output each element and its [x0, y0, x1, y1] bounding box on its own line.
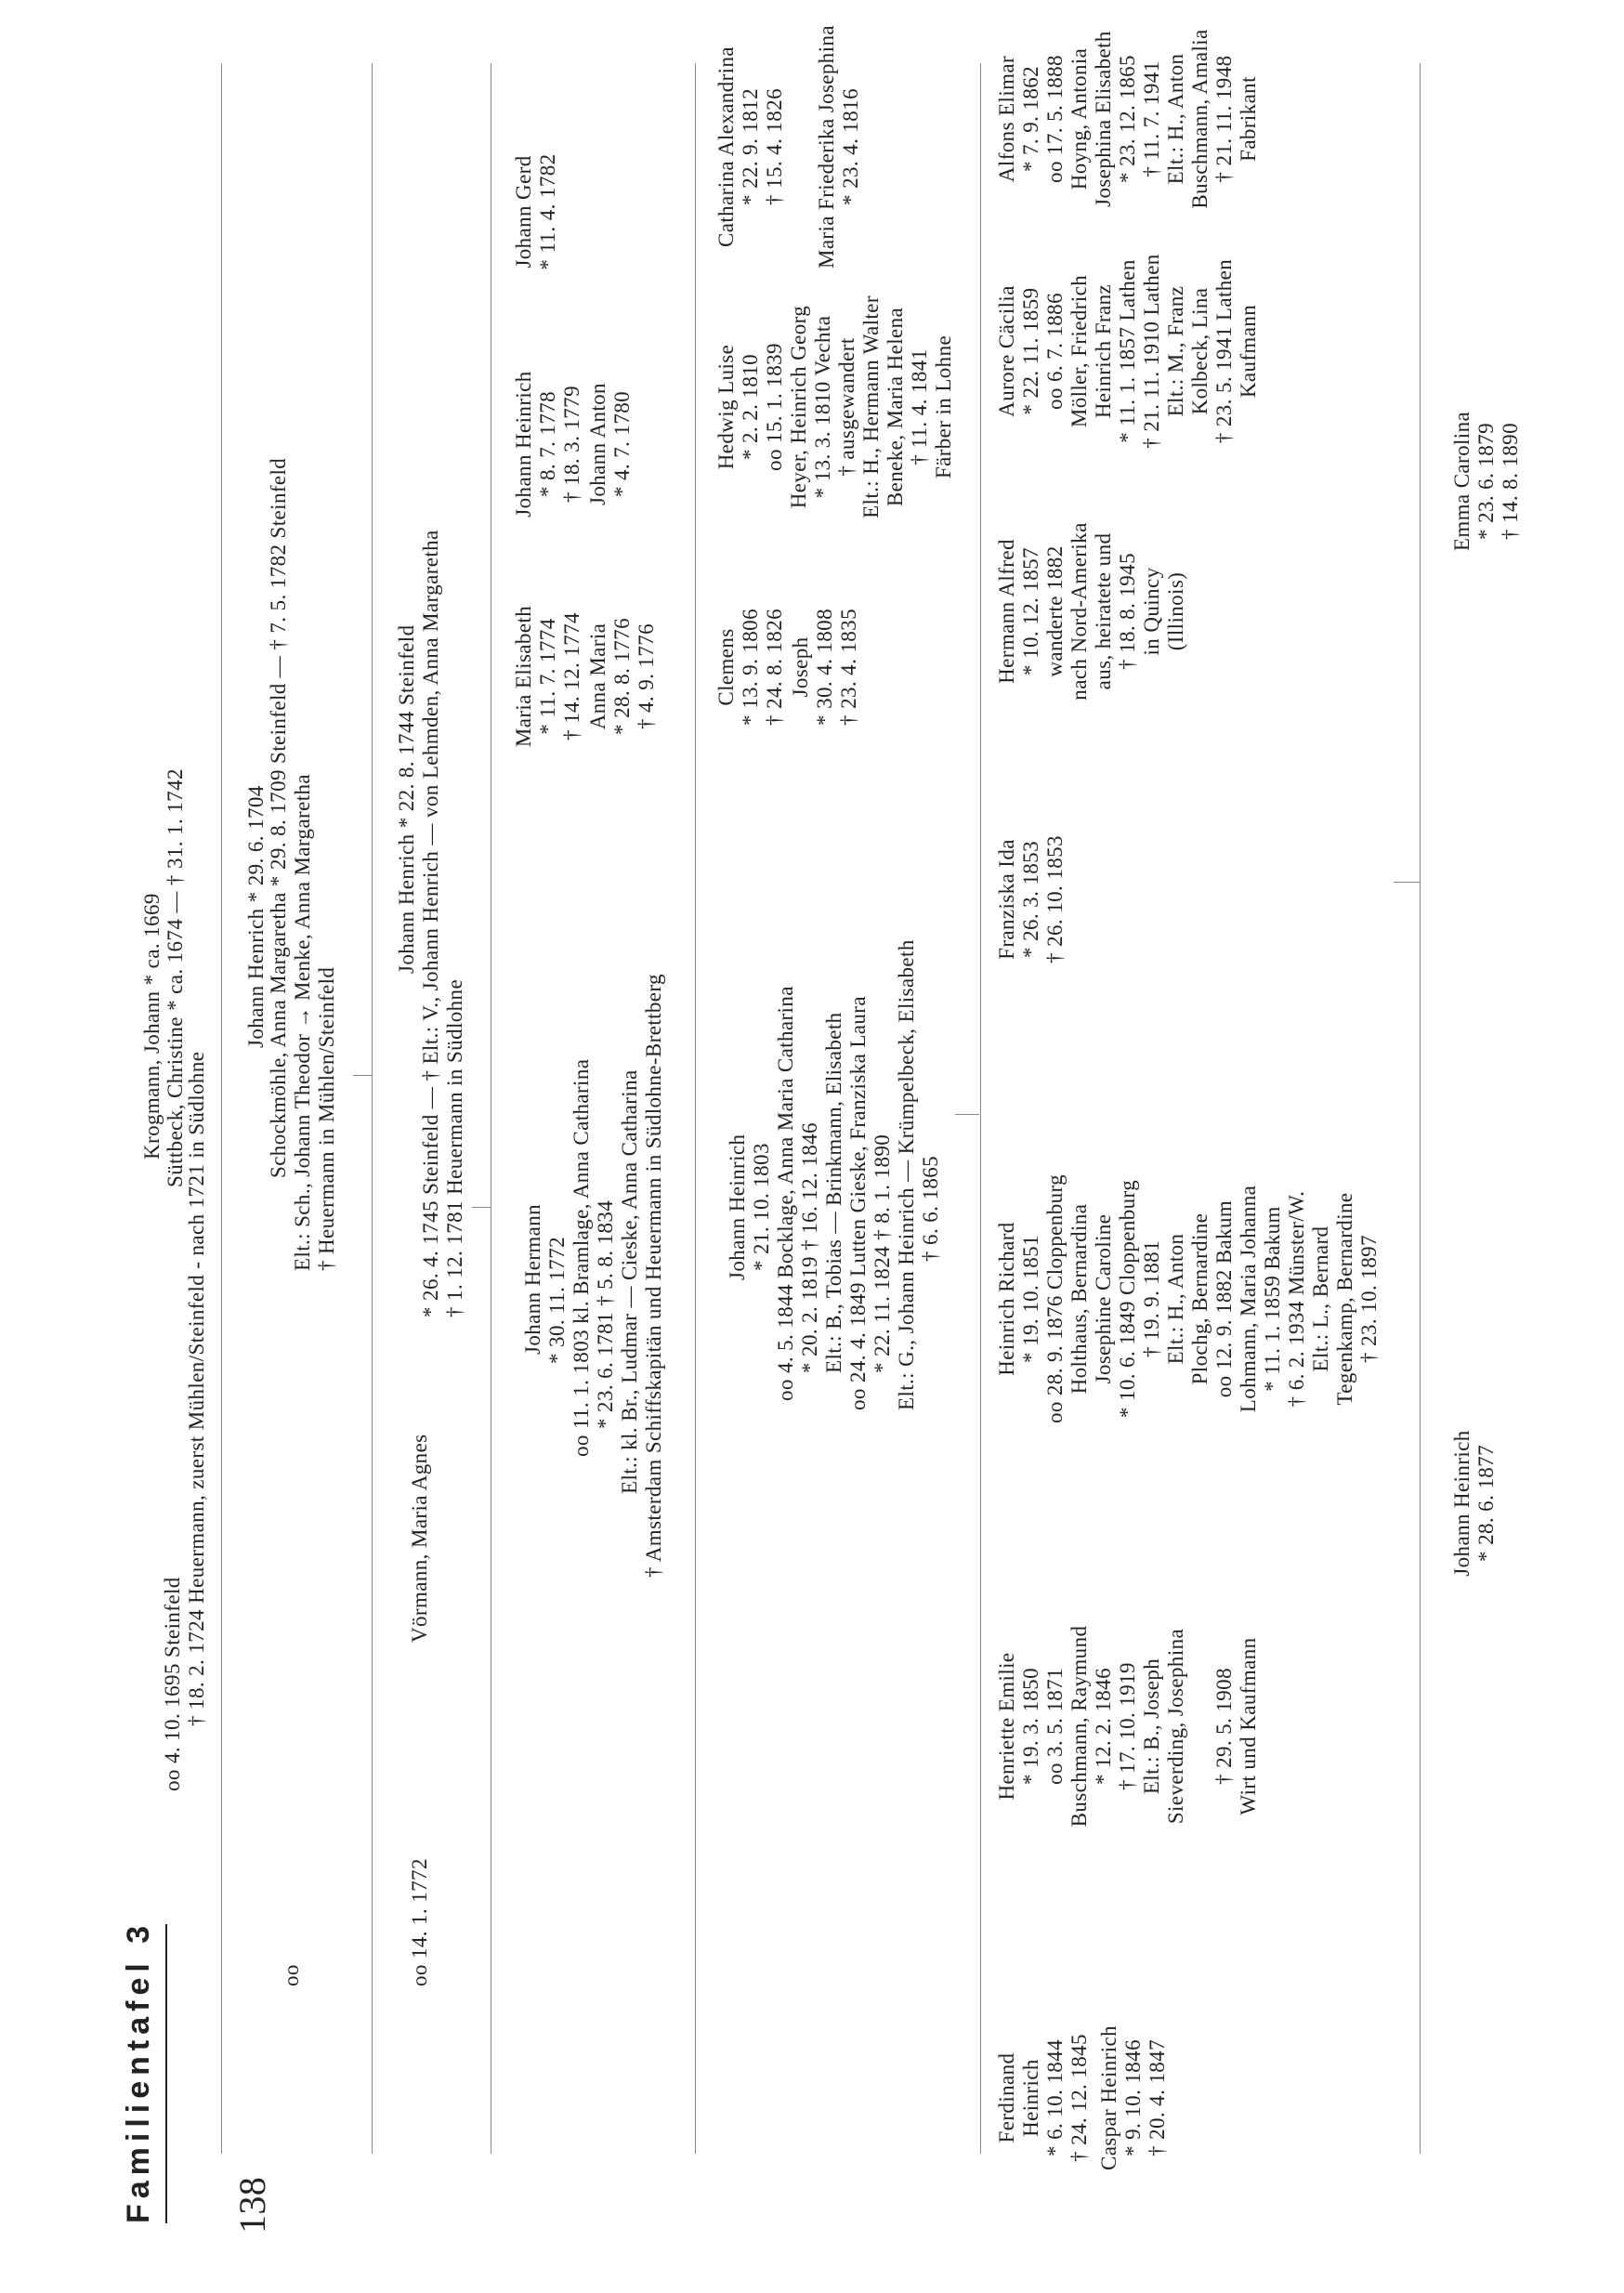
- person-entry-line: Tegenkamp, Bernardine: [1333, 1192, 1356, 1406]
- person-entry-line: * 19. 3. 1850: [1019, 1668, 1042, 1785]
- person-entry-line: Heinrich Franz: [1092, 283, 1115, 419]
- connector: [955, 1114, 979, 1115]
- title-underline: [165, 1924, 167, 2223]
- person-entry-line: † 29. 5. 1908: [1212, 1668, 1236, 1785]
- person-entry-line: Hedwig Luise: [714, 344, 738, 470]
- person-entry-line: † 23. 10. 1897: [1357, 1235, 1381, 1363]
- gen3-line1: * 26. 4. 1745 Steinfeld — † Elt.: V., Johann Henrich — von Lehmden, Anna Margaretha: [419, 530, 442, 1317]
- person-entry-line: Holthaus, Bernardina: [1067, 1203, 1091, 1395]
- person-entry-line: Heinrich: [1019, 2059, 1042, 2137]
- person-entry-line: * 10. 6. 1849 Cloppenburg: [1116, 1179, 1139, 1419]
- person-entry-line: † 19. 9. 1881: [1140, 1240, 1163, 1357]
- person-entry-line: † 23. 4. 1835: [837, 609, 860, 726]
- generation-separator: [695, 63, 696, 2154]
- person-entry-line: † 24. 8. 1826: [763, 609, 786, 726]
- person-entry-line: † 21. 11. 1948: [1212, 55, 1236, 183]
- person-entry-line: Hermann Alfred: [995, 539, 1018, 684]
- person-entry-line: wanderte 1882: [1043, 545, 1067, 677]
- gen5-marriage2: oo 24. 4. 1849 Lutten Gieske, Franziska Laura: [846, 996, 870, 1410]
- person-entry-line: * 11. 7. 1774: [536, 618, 559, 735]
- gen3-marriage: oo 14. 1. 1772: [408, 1858, 431, 1986]
- person-entry-line: Joseph: [789, 636, 812, 698]
- person-entry-line: Elt.: H., Hermann Walter: [859, 295, 883, 518]
- person-entry-line: * 13. 9. 1806: [739, 609, 762, 726]
- person-entry-line: * 22. 11. 1859: [1019, 287, 1042, 415]
- gen3-head: Johann Henrich * 22. 8. 1744 Steinfeld: [395, 624, 418, 974]
- person-entry-line: Johann Anton: [586, 383, 609, 505]
- gen5-wife1-dates: * 20. 2. 1819 † 16. 12. 1846: [798, 1122, 821, 1373]
- gen5-head: Johann Heinrich: [726, 1133, 749, 1280]
- person-entry-line: * 26. 3. 1853: [1019, 841, 1042, 958]
- person-entry-line: * 8. 7. 1778: [536, 390, 559, 498]
- person-entry-line: oo 17. 5. 1888: [1043, 55, 1067, 183]
- person-entry-line: † 20. 4. 1847: [1146, 2039, 1169, 2156]
- gen1-head: Krogmann, Johann * ca. 1669: [140, 893, 164, 1160]
- person-entry-line: Kolbeck, Lina: [1188, 287, 1211, 415]
- person-entry-line: Färber in Lohne: [932, 334, 955, 479]
- person-entry-line: Heinrich Richard: [995, 1222, 1018, 1376]
- person-entry-line: Beneke, Maria Helena: [884, 307, 907, 507]
- gen5-marriage1: oo 4. 5. 1844 Bocklage, Anna Maria Catharina: [774, 986, 797, 1401]
- generation-separator: [1420, 63, 1421, 2154]
- person-entry-line: Aurore Cäcilia: [995, 285, 1018, 417]
- person-entry-line: * 7. 9. 1862: [1019, 65, 1042, 173]
- person-entry-line: * 6. 10. 1844: [1043, 2039, 1067, 2156]
- gen4-note: † Amsterdam Schiffskapitän und Heuermann in Südlohne-Brettberg: [642, 974, 665, 1578]
- person-entry-line: † 21. 11. 1910 Lathen: [1140, 254, 1163, 449]
- gen4-head: Johann Hermann: [521, 1203, 544, 1355]
- person-entry-line: * 11. 4. 1782: [536, 153, 559, 270]
- generation-separator: [221, 63, 222, 2154]
- person-entry-line: † 11. 4. 1841: [908, 348, 931, 465]
- person-entry-line: Josephina Elisabeth: [1092, 31, 1115, 207]
- person-entry-line: † 26. 10. 1853: [1043, 835, 1067, 963]
- person-entry-line: Johann Heinrich: [1450, 1430, 1473, 1577]
- person-entry-line: Caspar Heinrich: [1097, 2024, 1120, 2171]
- person-entry-line: oo 3. 5. 1871: [1043, 1668, 1067, 1785]
- page-title: Familientafel 3: [121, 1920, 156, 2223]
- gen5-birth: * 21. 10. 1803: [750, 1143, 773, 1271]
- person-entry-line: † 15. 4. 1826: [763, 88, 786, 205]
- person-entry-line: Johann Gerd: [512, 155, 535, 269]
- gen5-wife1-parents: Elt.: B., Tobias — Brinkmann, Elisabeth: [822, 1012, 845, 1373]
- person-entry-line: oo 28. 9. 1876 Cloppenburg: [1043, 1173, 1067, 1424]
- person-entry-line: Kaufmann: [1237, 304, 1260, 399]
- person-entry-line: Ferdinand: [995, 2052, 1018, 2143]
- person-entry-line: Elt.: M., Franz: [1164, 285, 1187, 417]
- gen4-wife-dates: * 23. 6. 1781 † 5. 8. 1834: [594, 1199, 617, 1429]
- person-entry-line: * 2. 2. 1810: [739, 353, 762, 461]
- person-entry-line: † 4. 9. 1776: [635, 622, 658, 730]
- person-entry-line: * 28. 8. 1776: [610, 618, 634, 735]
- person-entry-line: Henriette Emilie: [995, 1652, 1018, 1801]
- connector: [1394, 882, 1420, 883]
- person-entry-line: † 18. 3. 1779: [560, 386, 583, 503]
- gen5-wife2-dates: * 22. 11. 1824 † 8. 1. 1890: [871, 1133, 894, 1373]
- person-entry-line: * 10. 12. 1857: [1019, 547, 1042, 675]
- connector: [472, 1207, 491, 1208]
- person-entry-line: Sieverding, Josephina: [1164, 1628, 1187, 1825]
- gen1-note: † 18. 2. 1724 Heuermann, zuerst Mühlen/Steinfeld - nach 1721 in Südlohne: [185, 1051, 208, 1726]
- person-entry-line: * 22. 9. 1812: [739, 88, 762, 205]
- person-entry-line: in Quincy: [1140, 567, 1163, 656]
- person-entry-line: Elt.: B., Joseph: [1140, 1658, 1163, 1795]
- person-entry-line: † ausgewandert: [835, 337, 858, 477]
- person-entry-line: oo 6. 7. 1886: [1043, 293, 1067, 410]
- gen2-oo: oo: [280, 1964, 303, 1986]
- person-entry-line: Heyer, Heinrich Georg: [787, 305, 810, 509]
- person-entry-line: Catharina Alexandrina: [714, 46, 738, 247]
- gen2-parents: Elt.: Sch., Johann Theodor → Menke, Anna Margaretha: [291, 773, 314, 1271]
- gen4-marriage: oo 11. 1. 1803 kl. Bramlage, Anna Catharina: [570, 1058, 593, 1457]
- gen4-parents: Elt.: kl. Br., Ludmar — Cieske, Anna Catharina: [618, 1069, 641, 1494]
- person-entry-line: * 12. 2. 1846: [1092, 1668, 1115, 1785]
- person-entry-line: † 17. 10. 1919: [1116, 1662, 1139, 1790]
- person-entry-line: Fabrikant: [1237, 76, 1260, 162]
- person-entry-line: (Illinois): [1164, 571, 1187, 651]
- person-entry-line: † 24. 12. 1845: [1067, 2034, 1091, 2162]
- generation-separator: [372, 63, 373, 2154]
- person-entry-line: aus, heiratete und: [1092, 532, 1115, 690]
- person-entry-line: † 23. 5. 1941 Lathen: [1212, 258, 1236, 444]
- person-entry-line: Alfons Elimar: [995, 55, 1018, 183]
- person-entry-line: Anna Maria: [586, 622, 609, 730]
- person-entry-line: Maria Friederika Josephina: [815, 24, 838, 269]
- gen5-death: † 6. 6. 1865: [919, 1155, 942, 1262]
- person-entry-line: Franziska Ida: [995, 839, 1018, 960]
- gen2-head: Johann Henrich * 29. 6. 1704: [244, 785, 268, 1048]
- person-entry-line: * 11. 1. 1859 Bakum: [1261, 1206, 1284, 1392]
- person-entry-line: * 4. 7. 1780: [610, 390, 634, 498]
- person-entry-line: Elt.: L., Bernard: [1309, 1225, 1332, 1372]
- person-entry-line: † 14. 12. 1774: [560, 612, 583, 740]
- person-entry-line: nach Nord-Amerika: [1067, 522, 1091, 701]
- person-entry-line: * 19. 10. 1851: [1019, 1235, 1042, 1363]
- page-number: 138: [231, 2176, 273, 2234]
- person-entry-line: Clemens: [714, 628, 738, 706]
- person-entry-line: Hoyng, Antonia: [1067, 47, 1091, 190]
- gen1-wife: Süttbeck, Christine * ca. 1674 — † 31. 1. 1742: [164, 768, 187, 1187]
- person-entry-line: Elt.: H., Anton: [1164, 1233, 1187, 1365]
- person-entry-line: Möller, Friedrich: [1067, 274, 1091, 428]
- person-entry-line: Plochg, Bernardine: [1188, 1212, 1211, 1385]
- gen2-wife: Schockmöhle, Anna Margaretha * 29. 8. 1709 Steinfeld — † 7. 5. 1782 Steinfeld: [267, 457, 290, 1178]
- person-entry-line: * 23. 4. 1816: [839, 88, 862, 205]
- person-entry-line: * 11. 1. 1857 Lathen: [1116, 259, 1139, 443]
- gen4-birth: * 30. 11. 1772: [545, 1237, 569, 1364]
- person-entry-line: oo 12. 9. 1882 Bakum: [1212, 1199, 1236, 1398]
- gen3-wife: Vörmann, Maria Agnes: [408, 1434, 431, 1643]
- gen1-marriage: oo 4. 10. 1695 Steinfeld: [161, 1577, 184, 1791]
- person-entry-line: Elt.: H., Anton: [1164, 53, 1187, 185]
- person-entry-line: * 30. 4. 1808: [813, 609, 836, 726]
- person-entry-line: Josephine Caroline: [1092, 1213, 1115, 1384]
- generation-separator: [980, 63, 981, 2154]
- person-entry-line: * 23. 12. 1865: [1116, 55, 1139, 183]
- gen3-line2: † 1. 12. 1781 Heuermann in Südlohne: [443, 978, 466, 1317]
- person-entry-line: Buschmann, Amalia: [1188, 29, 1211, 209]
- person-entry-line: Emma Carolina: [1450, 411, 1473, 552]
- person-entry-line: * 23. 6. 1879: [1474, 423, 1498, 540]
- person-entry-line: * 9. 10. 1846: [1121, 2039, 1145, 2156]
- person-entry-line: † 14. 8. 1890: [1499, 423, 1522, 540]
- gen2-note: † Heuermann in Mühlen/Steinfeld: [315, 966, 338, 1271]
- person-entry-line: † 18. 8. 1945: [1116, 553, 1139, 670]
- person-entry-line: † 11. 7. 1941: [1140, 60, 1163, 177]
- gen5-wife2-parents: Elt.: G., Johann Heinrich — Krümpelbeck, Elisabeth: [895, 939, 918, 1410]
- person-entry-line: Wirt und Kaufmann: [1237, 1637, 1260, 1815]
- person-entry-line: * 28. 6. 1877: [1474, 1445, 1498, 1562]
- person-entry-line: Johann Heinrich: [512, 371, 535, 518]
- person-entry-line: Buschmann, Raymund: [1067, 1625, 1091, 1828]
- person-entry-line: oo 15. 1. 1839: [763, 343, 786, 471]
- person-entry-line: * 13. 3. 1810 Vechta: [811, 315, 834, 499]
- person-entry-line: Lohmann, Maria Johanna: [1237, 1185, 1260, 1413]
- person-entry-line: † 6. 2. 1934 Münster/W.: [1285, 1190, 1308, 1408]
- connector: [353, 1075, 372, 1076]
- person-entry-line: Maria Elisabeth: [512, 605, 535, 748]
